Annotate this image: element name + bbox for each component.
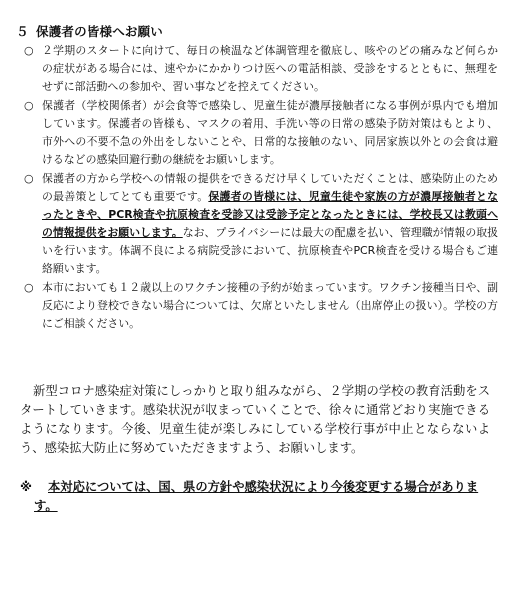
reference-mark: ※ xyxy=(20,480,32,494)
item-text-intro: 保護者の方から学校への情報の提供をできるだけ早くしていただくことは、感染防止のための最善策としてとても重要です。 xyxy=(42,172,498,203)
list-item xyxy=(20,97,498,169)
request-list xyxy=(20,42,498,334)
list-item xyxy=(20,170,498,278)
item-text-privacy: なお、プライバシーには最大の配慮を払い、管理職が情報の取扱いを行います。体調不良による病院受診において、抗原検査やPCR検査を受ける場合もご連絡願います。 xyxy=(42,226,499,275)
bullet-circle: ○ xyxy=(24,172,34,185)
footnote-text: 本対応については、国、県の方針や感染状況により今後変更する場合があります。 xyxy=(34,480,479,513)
bullet-circle: ○ xyxy=(24,44,34,57)
item-text: 本市においても１２歳以上のワクチン接種の予約が始まっています。ワクチン接種当日や、副反応により登校できない場合については、欠席といたしません（出席停止の扱い）。学校の方にご相談ください。 xyxy=(42,281,498,330)
item-text: 保護者（学校関係者）が会食等で感染し、児童生徒が濃厚接触者になる事例が県内でも増加しています。保護者の皆様も、マスクの着用、手洗い等の日常の感染予防対策はもとより、市外への不要不急の外出をしないことや、日常的な接触のない、同居家族以外との会食は避けるなどの感染回避行動の継続をお願いします。 xyxy=(42,99,498,166)
underlined-request: 保護者の皆様には、児童生徒や家族の方が濃厚接触者となったときや、PCR検査や抗原検査を受診又は受診予定となったときには、学校長又は教頭への情報提供をお願いします。 xyxy=(42,190,498,239)
section-heading xyxy=(16,22,163,40)
closing-paragraph: 新型コロナ感染症対策にしっかりと取り組みながら、２学期の学校の教育活動をスタートしていきます。感染状況が収まっていくことで、徐々に通常どおり実施できるようになります。今後、児童生徒が楽しみにしている学校行事が中止とならないよう、感染拡大防止に努めていただきますよう、お願いします。 xyxy=(20,384,490,455)
list-item xyxy=(20,279,498,333)
section-title: 保護者の皆様へお願い xyxy=(36,24,164,39)
list-item xyxy=(20,42,498,96)
footnote xyxy=(20,478,490,516)
item-text: ２学期のスタートに向けて、毎日の検温など体調管理を徹底し、咳やのどの痛みなど何らかの症状がある場合には、速やかにかかりつけ医への電話相談、受診をするとともに、無理をせずに部活動への参加や、習い事などを控えてください。 xyxy=(42,44,498,93)
section-number: ５ xyxy=(16,24,29,39)
bullet-circle: ○ xyxy=(24,99,34,112)
item-text xyxy=(42,170,498,278)
bullet-circle: ○ xyxy=(24,281,34,294)
